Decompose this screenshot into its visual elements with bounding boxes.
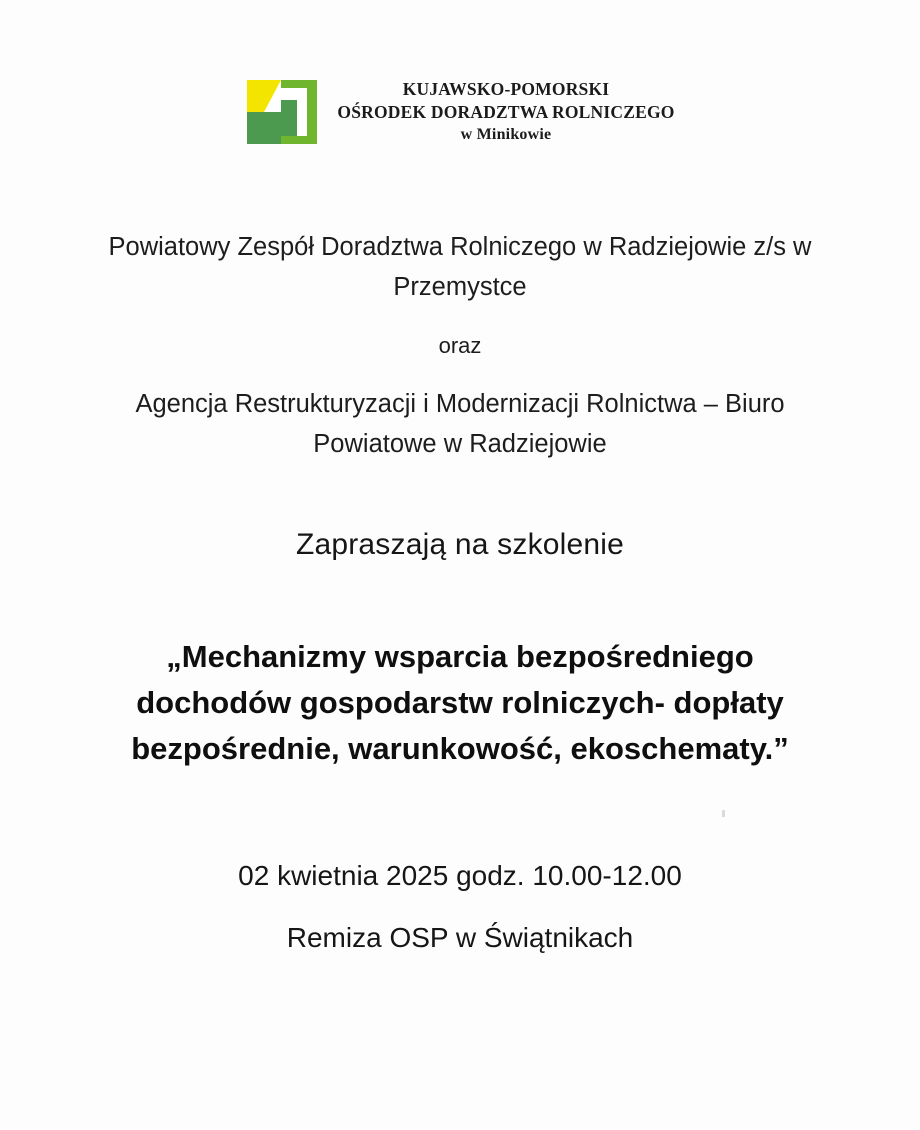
- training-title: „Mechanizmy wsparcia bezpośredniego dochodów gospodarstw rolniczych- dopłaty bezpośrednie, warunkowość, ekoschematy.”: [131, 639, 789, 766]
- poster-content: [65, 228, 855, 954]
- logo-line-2: OŚRODEK DORADZTWA ROLNICZEGO: [337, 101, 675, 122]
- organizer-text: Powiatowy Zespół Doradztwa Rolniczego w Radziejowie z/s w Przemystce: [108, 233, 812, 301]
- invitation-text: Zapraszają na szkolenie: [295, 528, 625, 562]
- event-venue: Remiza OSP w Świątnikach: [286, 921, 634, 953]
- event-datetime: 02 kwietnia 2025 godz. 10.00-12.00: [238, 859, 682, 891]
- logo-line-1: KUJAWSKO-POMORSKI: [402, 79, 610, 100]
- scan-speck: [722, 810, 725, 817]
- logo-block: [0, 0, 920, 146]
- logo-line-3: w Minikowie: [460, 126, 552, 144]
- logo-text: [337, 78, 674, 145]
- conjunction-text: oraz: [438, 333, 482, 359]
- partner-text: Agencja Restrukturyzacji i Modernizacji Rolnictwa – Biuro Powiatowe w Radziejowie: [135, 390, 785, 458]
- kpodr-logo-mark-icon: [245, 78, 319, 146]
